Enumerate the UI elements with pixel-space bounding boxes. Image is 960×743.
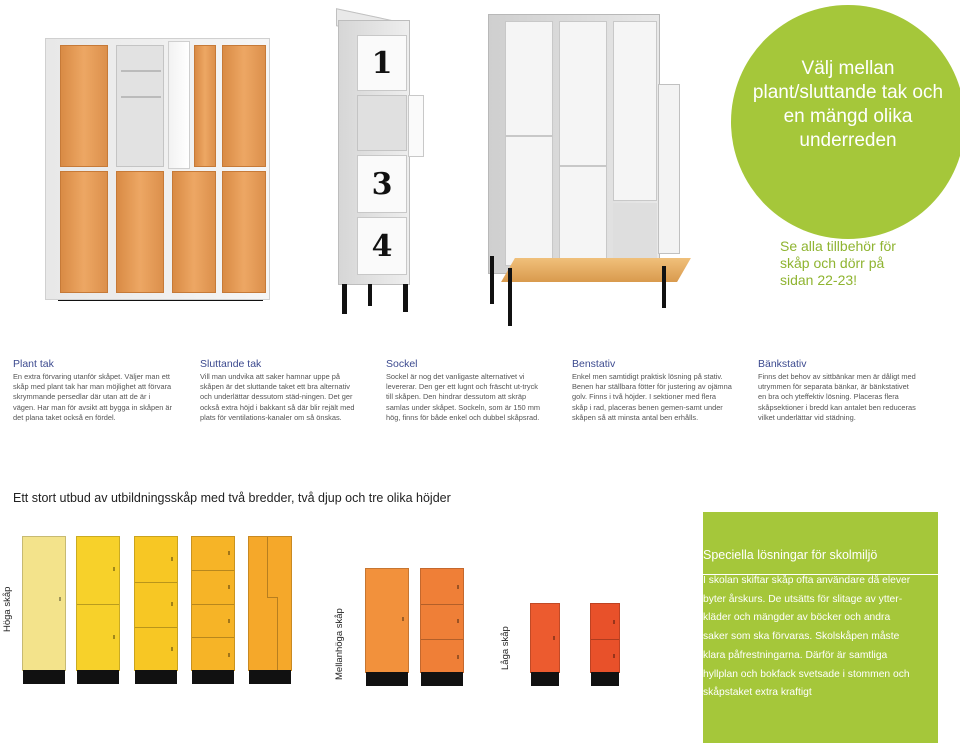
bench-leg [490, 256, 494, 304]
accessories-link[interactable]: Se alla tillbehör för skåp och dörr på sidan 22-23! [780, 238, 896, 288]
medium-locker-orange-split [420, 568, 464, 673]
locker-number-door [357, 35, 407, 91]
wood-door [172, 171, 216, 293]
column-body: Enkel men samtidigt praktisk lösning på stativ. Benen har ställbara fötter för justering av ojämna golv. Finns i två höjder. I sektioner med flera skåp i rad, placeras benen gemen-samt under skåpen så att minsta antal ben erhålls. [572, 372, 732, 422]
promo-circle-text: Välj mellan plant/sluttande tak och en mängd olika underreden [752, 58, 944, 151]
high-locker-amber-z [248, 536, 292, 671]
column-body: Sockel är nog det vanligaste alternativet vi levererar. Den ger ett lugnt och fräscht ut-tryck till skåpen. Den hindrar dessutom att skräp samlas under skåpet. Sockeln, som är 150 mm hög, finns för både enkel och dubbel skåpsrad. [386, 372, 541, 422]
locker-interior [613, 203, 657, 266]
column-plant-tak [13, 358, 173, 423]
open-door [658, 84, 680, 254]
z-locker-illustration [488, 14, 660, 274]
label-medium-lockers: Mellanhöga skåp [334, 608, 345, 680]
column-title: Sluttande tak [200, 358, 262, 370]
open-door [408, 95, 424, 157]
column-body: Vill man undvika att saker hamnar uppe på skåpen är det sluttande taket ett bra alternativ och underlättar dessutom städ-ningen. Det ger också extra höjd i bakkant så där blir rejält med plats för ventilations-kanaler om så önskas. [200, 372, 355, 422]
wood-door [222, 45, 266, 167]
z-door-seam [559, 165, 607, 167]
special-solutions-body: I skolan skiftar skåp ofta användare då elever byter årskurs. De utsätts för slitage av ytter-kläder och mängder av böcker och andra saker som ska förvaras. Skolskåpen måste klara påfrestningarna. Därför är samtliga hyllplan och bokfack svetsade i stommen och skåpstaket extra kraftigt [703, 575, 911, 699]
label-low-lockers: Låga skåp [500, 626, 511, 670]
high-locker-yellow [76, 536, 120, 671]
z-door [505, 21, 553, 266]
locker-number: 4 [371, 228, 393, 264]
wood-door [60, 171, 108, 293]
special-solutions-title: Speciella lösningar för skolmiljö [703, 548, 878, 562]
locker-number-door [357, 155, 407, 213]
wood-door [194, 45, 216, 167]
z-door-seam [505, 135, 553, 137]
locker-interior [357, 95, 407, 151]
low-locker-red-orange-split [590, 603, 620, 673]
z-door [559, 21, 607, 266]
column-title: Benstativ [572, 358, 616, 370]
bench-leg [662, 266, 666, 308]
high-locker-light-yellow [22, 536, 66, 671]
locker-number: 3 [371, 166, 393, 202]
medium-locker-orange [365, 568, 409, 673]
column-title: Bänkstativ [758, 358, 807, 370]
wood-locker-illustration [45, 38, 270, 300]
column-bankstativ [758, 358, 918, 423]
column-title: Sockel [386, 358, 418, 370]
stand-leg [368, 284, 372, 306]
column-benstativ [572, 358, 732, 423]
locker-number-door [357, 217, 407, 275]
low-locker-red-orange [530, 603, 560, 673]
stand-leg [403, 284, 408, 312]
open-door [168, 41, 190, 169]
locker-interior [116, 45, 164, 167]
wood-door [60, 45, 108, 167]
column-sockel [386, 358, 546, 423]
high-locker-yellow-three [134, 536, 178, 671]
section-title: Ett stort utbud av utbildningsskåp med två bredder, två djup och tre olika höjder [13, 491, 451, 505]
wood-door [116, 171, 164, 293]
bench-leg [508, 268, 512, 326]
label-high-lockers: Höga skåp [2, 586, 13, 632]
stand-leg [342, 284, 347, 314]
column-title: Plant tak [13, 358, 54, 370]
locker-number: 1 [371, 45, 393, 81]
column-body: En extra förvaring utanför skåpet. Väljer man ett skåp med plant tak har man möjlighet att förvara skrymmande persedlar där utan att de är i vägen. Har man för avsikt att bygga in skåpen är det plana taket också en fördel. [13, 372, 172, 422]
high-locker-amber-four [191, 536, 235, 671]
wood-door [222, 171, 266, 293]
column-body: Finns det behov av sittbänkar men är dåligt med utrymmen för separata bänkar, är bänkstativet en bra och yteffektiv lösning. Placeras flera skåpsektioner i bredd kan antalet ben reduceras vilket underlättar vid städning. [758, 372, 916, 422]
column-sluttande-tak [200, 358, 360, 423]
z-door [613, 21, 657, 201]
numbered-locker-illustration [338, 20, 410, 285]
